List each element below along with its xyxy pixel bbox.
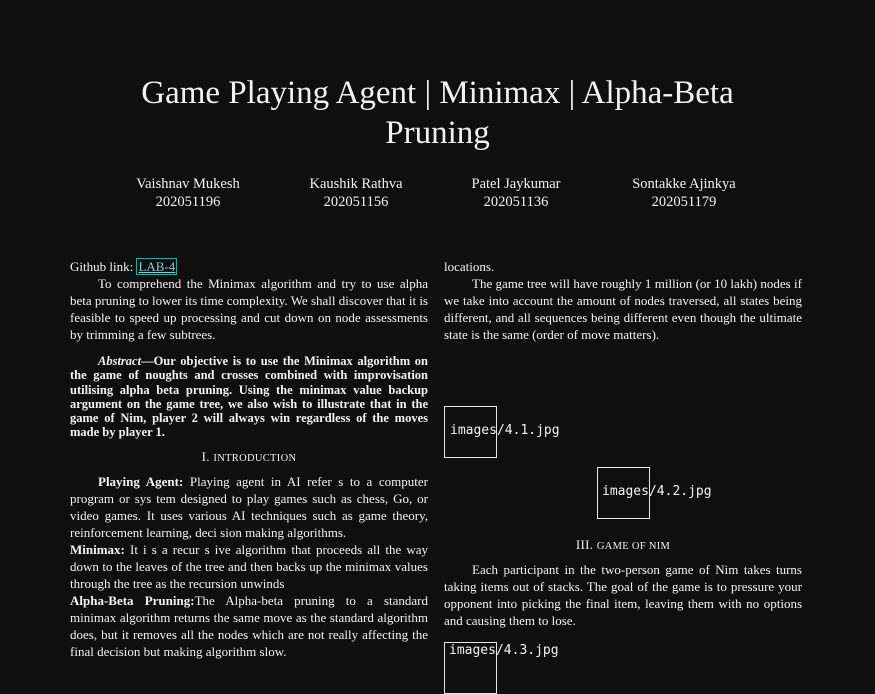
minimax-text: It i s a recur s ive algorithm that proceeds all the way down to the leaves of the tree and then backs up the minimax values through the tree as the recursion unwinds: [70, 541, 428, 591]
github-line: [70, 258, 428, 275]
author-2: [276, 175, 436, 211]
left-column: [70, 258, 428, 660]
author-id: 202051179: [651, 194, 717, 210]
abstract: [70, 354, 428, 440]
alpha-beta-paragraph: [70, 592, 428, 660]
minimax-paragraph: [70, 541, 428, 592]
section-number: I.: [201, 448, 210, 464]
intro-paragraph: To comprehend the Minimax algorithm and try to use alpha beta pruning to lower its time complexity. We shall discover that it is feasible to speed up processing and cut down on node assessments by trimming a few subtrees.: [70, 276, 428, 342]
image-filename: images/4.2.jpg: [602, 484, 712, 499]
author-name: Vaishnav Mukesh: [136, 176, 240, 192]
image-filename: images/4.1.jpg: [450, 423, 560, 438]
author-id: 202051136: [483, 194, 549, 210]
author-id: 202051196: [155, 194, 221, 210]
right-paragraph-2: The game tree will have roughly 1 million (or 10 lakh) nodes if we take into account the amount of nodes traversed, all states being different, and all sequences being different even though the ultimate state is the same (order of move matters).: [444, 276, 802, 342]
section-heading-introduction: [70, 448, 428, 467]
minimax-label: Minimax:: [70, 541, 125, 557]
nim-paragraph: Each participant in the two-person game of Nim takes turns taking items out of stacks. The goal of the game is to pressure your opponent into picking the final item, leaving them with no options and causing them to lose.: [444, 562, 802, 628]
section-title: INTRODUCTION: [213, 452, 297, 464]
image-placeholder-4-1: [444, 406, 560, 458]
image-filename: images/4.3.jpg: [449, 643, 559, 658]
alpha-beta-text: The Alpha-beta pruning to a standard minimax algorithm returns the same move as the standard algorithm does, but it removes all the nodes which are not really affecting the final decision but making algorithm slow.: [70, 592, 429, 659]
section-number: III.: [575, 537, 594, 552]
abstract-label: Abstract: [98, 354, 142, 368]
image-placeholder-4-3: [444, 642, 559, 694]
author-3: [436, 175, 596, 211]
title-line-1: Game Playing Agent | Minimax | Alpha-Beta: [141, 75, 734, 111]
playing-agent-label: Playing Agent:: [98, 473, 184, 489]
author-name: Sontakke Ajinkya: [632, 176, 736, 192]
abstract-text: —Our objective is to use the Minimax algorithm on the game of noughts and crosses combined with improvisation utilising alpha beta pruning. Using the minimax value backup argument on the game tree, we also wish to illustrate that in the game of Nim, player 2 will always win regardless of the moves made by player 1.: [70, 354, 428, 440]
playing-agent-paragraph: [70, 473, 428, 541]
author-name: Patel Jaykumar: [471, 176, 561, 192]
playing-agent-text: Playing agent in AI refer s to a computer program or sys tem designed to play games such as chess, Go, or video games. It uses various AI techniques such as game theory, reinforcement learning, deci sion making algorithms.: [70, 473, 428, 540]
right-column: [444, 258, 802, 343]
author-4: [604, 175, 764, 211]
title-line-2: Pruning: [385, 115, 490, 151]
author-id: 202051156: [323, 194, 389, 210]
paper-title: [0, 73, 875, 153]
github-label: Github link:: [70, 259, 137, 274]
section-heading-game-of-nim: [444, 536, 802, 555]
author-name: Kaushik Rathva: [309, 176, 403, 192]
image-placeholder-4-2: [597, 467, 712, 519]
author-1: [108, 175, 268, 211]
right-column-lower: [444, 536, 802, 629]
right-paragraph-1: locations.: [444, 259, 495, 274]
github-link[interactable]: LAB-4: [138, 259, 176, 274]
alpha-beta-label: Alpha-Beta Pruning:: [70, 592, 195, 608]
section-title: GAME OF NIM: [596, 541, 671, 552]
